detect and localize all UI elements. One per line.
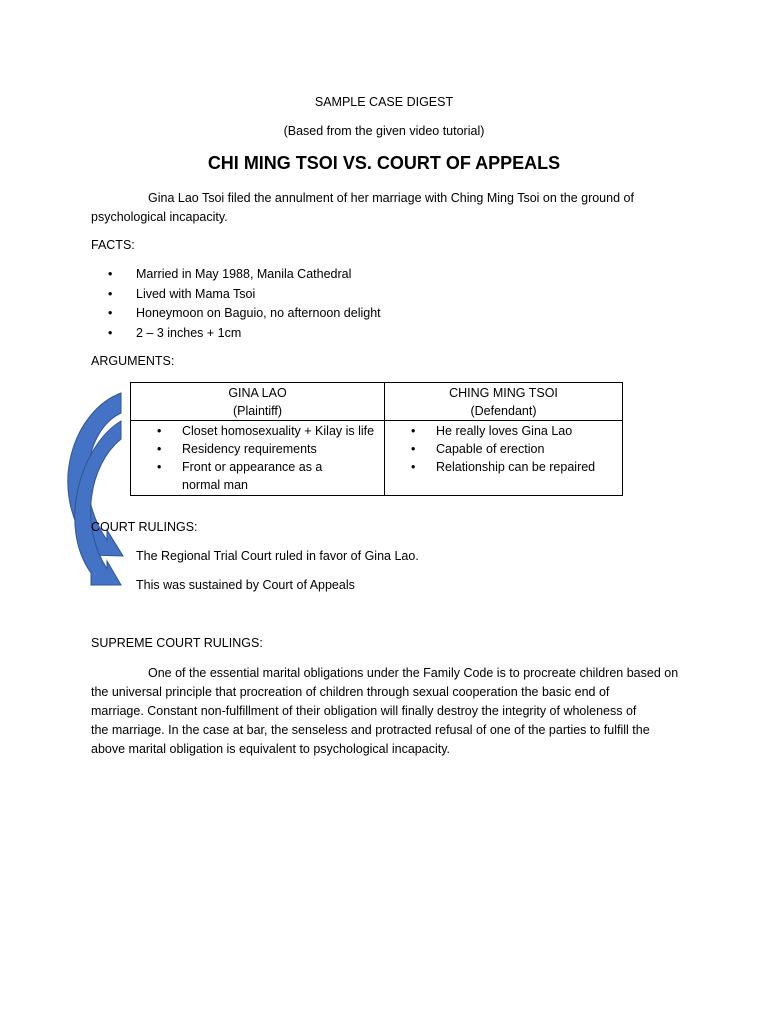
document-subtitle: (Based from the given video tutorial) <box>283 124 485 138</box>
defendant-points <box>385 421 622 477</box>
list-item: • Capable of erection <box>411 440 622 458</box>
supreme-court-line: the universal principle that procreation of children through sexual cooperation the basic end of <box>91 685 610 699</box>
defendant-points-cell <box>385 421 623 496</box>
facts-heading: FACTS: <box>91 238 135 252</box>
supreme-court-line: marriage. Constant non-fulfillment of their obligation will finally destroy the integrity of wholeness of <box>91 704 637 718</box>
supreme-court-line: the marriage. In the case at bar, the senseless and protracted refusal of one of the parties to fulfill the <box>91 723 650 737</box>
document-label: SAMPLE CASE DIGEST <box>314 95 454 109</box>
intro-line-2: psychological incapacity. <box>91 210 228 224</box>
plaintiff-points <box>131 421 384 495</box>
list-item: • Lived with Mama Tsoi <box>108 285 528 305</box>
court-ruling-item: This was sustained by Court of Appeals <box>136 578 355 592</box>
defendant-role: (Defendant) <box>470 404 537 418</box>
court-ruling-item: The Regional Trial Court ruled in favor of Gina Lao. <box>136 549 419 563</box>
plaintiff-header-cell <box>131 383 385 421</box>
supreme-court-line: above marital obligation is equivalent to psychological incapacity. <box>91 742 451 756</box>
court-rulings-heading: COURT RULINGS: <box>91 520 198 534</box>
plaintiff-role: (Plaintiff) <box>232 404 283 418</box>
list-item: • Residency requirements <box>157 440 384 458</box>
list-item: • He really loves Gina Lao <box>411 422 622 440</box>
curved-arrows <box>55 385 145 615</box>
facts-list <box>108 265 528 343</box>
list-item: • Front or appearance as a normal man <box>157 458 357 494</box>
defendant-name: CHING MING TSOI <box>449 386 558 400</box>
intro-line-1: Gina Lao Tsoi filed the annulment of her marriage with Ching Ming Tsoi on the ground of <box>148 191 634 205</box>
plaintiff-points-cell <box>131 421 385 496</box>
document-title: CHI MING TSOI VS. COURT OF APPEALS <box>207 153 561 173</box>
supreme-court-heading: SUPREME COURT RULINGS: <box>91 636 263 650</box>
list-item: • Closet homosexuality + Kilay is life <box>157 422 384 440</box>
arguments-heading: ARGUMENTS: <box>91 354 175 368</box>
list-item: • Married in May 1988, Manila Cathedral <box>108 265 528 285</box>
plaintiff-name: GINA LAO <box>228 386 287 400</box>
list-item: • Honeymoon on Baguio, no afternoon delight <box>108 304 528 324</box>
list-item: • Relationship can be repaired <box>411 458 622 476</box>
arguments-table <box>130 382 623 496</box>
supreme-court-line: One of the essential marital obligations under the Family Code is to procreate children based on <box>148 666 679 680</box>
defendant-header-cell <box>385 383 623 421</box>
list-item: • 2 – 3 inches + 1cm <box>108 324 528 344</box>
